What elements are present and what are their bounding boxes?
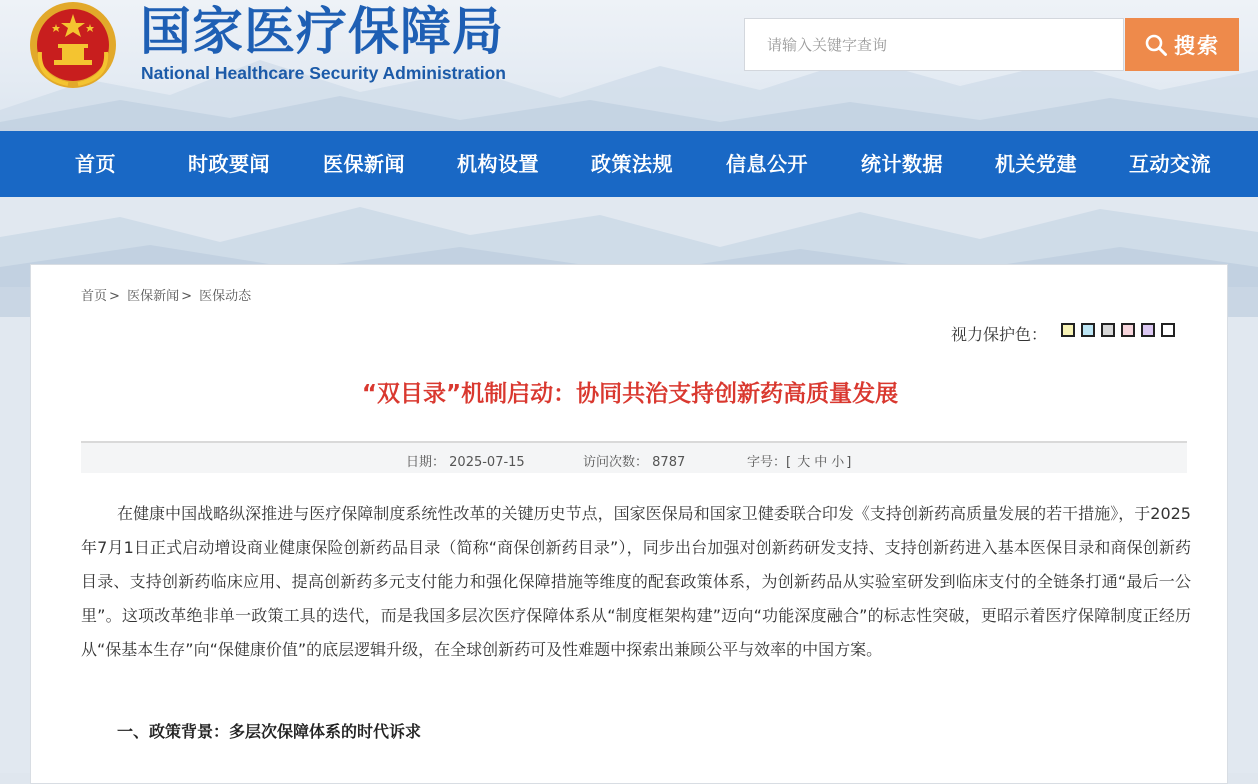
font-size-small[interactable]: 小 <box>831 455 845 470</box>
nav-item-home[interactable]: 首页 <box>75 152 116 176</box>
section-heading: 一、政策背景：多层次保障体系的时代诉求 <box>117 722 422 741</box>
eye-protection-label: 视力保护色： <box>951 325 1048 344</box>
nav-item-statistics[interactable]: 统计数据 <box>861 152 943 176</box>
nav-item-organization[interactable]: 机构设置 <box>457 152 539 176</box>
national-emblem-icon <box>28 0 118 90</box>
article-paragraph: 在健康中国战略纵深推进与医疗保障制度系统性改革的关键历史节点，国家医保局和国家卫健委联合印发《支持创新药高质量发展的若干措施》，于2025年7月1日正式启动增设商业健康保险创新药品目录（简称“商保创新药目录”），同步出台加强对创新药研发支持、支持创新药进入基本医保目录和商保创新药目录、支持创新药临床应用、提高创新药多元支付能力和强化保障措施等维度的配套政策体系，为创新药品从实验室研发到临床支付的全链条打通“最后一公里”。这项改革绝非单一政策工具的迭代，而是我国多层次医疗保障体系从“制度框架构建”迈向“功能深度融合”的标志性突破，更昭示着医疗保障制度正经历从“保基本生存”向“保健康价值”的底层逻辑升级，在全球创新药可及性难题中探索出兼顾公平与效率的中国方案。 <box>81 504 1191 659</box>
date-value: 2025-07-15 <box>449 455 525 470</box>
swatch-purple[interactable] <box>1141 323 1155 337</box>
nav-item-healthcare-news[interactable]: 医保新闻 <box>323 152 405 176</box>
site-header <box>0 0 1258 131</box>
publish-date <box>406 451 525 470</box>
breadcrumb-healthcare-updates[interactable]: 医保动态 <box>199 289 252 304</box>
site-title-english: National Healthcare Security Administration <box>141 63 506 83</box>
font-size-large[interactable]: 大 <box>797 455 811 470</box>
article-title: “双目录”机制启动：协同共治支持创新药高质量发展 <box>361 381 899 407</box>
views-value: 8787 <box>652 455 686 470</box>
article-meta <box>81 441 1187 473</box>
date-label: 日期： <box>406 455 446 470</box>
breadcrumb-separator: > <box>181 289 192 304</box>
swatch-gray[interactable] <box>1101 323 1115 337</box>
font-size-control <box>747 451 851 470</box>
search-icon <box>1144 33 1168 57</box>
search-input[interactable] <box>745 19 1123 70</box>
font-size-close: ] <box>846 455 852 470</box>
search-button[interactable] <box>1125 18 1239 71</box>
article-card <box>30 264 1228 784</box>
swatch-yellow[interactable] <box>1061 323 1075 337</box>
breadcrumb-home[interactable]: 首页 <box>81 289 108 304</box>
view-count <box>583 451 685 470</box>
views-label: 访问次数： <box>583 455 649 470</box>
nav-item-politics-news[interactable]: 时政要闻 <box>188 152 270 176</box>
font-size-medium[interactable]: 中 <box>814 455 828 470</box>
nav-item-disclosure[interactable]: 信息公开 <box>726 152 808 176</box>
font-size-label: 字号：[ <box>747 455 792 470</box>
search-box <box>744 18 1124 71</box>
site-title: 国家医疗保障局 <box>140 2 505 62</box>
breadcrumb-healthcare-news[interactable]: 医保新闻 <box>127 289 180 304</box>
eye-protection-swatches <box>1061 323 1175 337</box>
nav-item-policies[interactable]: 政策法规 <box>591 152 673 176</box>
main-nav <box>0 131 1258 197</box>
swatch-pink[interactable] <box>1121 323 1135 337</box>
swatch-white[interactable] <box>1161 323 1175 337</box>
nav-item-interaction[interactable]: 互动交流 <box>1129 152 1211 176</box>
breadcrumb-separator: > <box>109 289 120 304</box>
breadcrumb <box>81 285 251 304</box>
search-button-label: 搜索 <box>1174 33 1220 58</box>
nav-item-party-building[interactable]: 机关党建 <box>995 152 1077 176</box>
swatch-blue[interactable] <box>1081 323 1095 337</box>
